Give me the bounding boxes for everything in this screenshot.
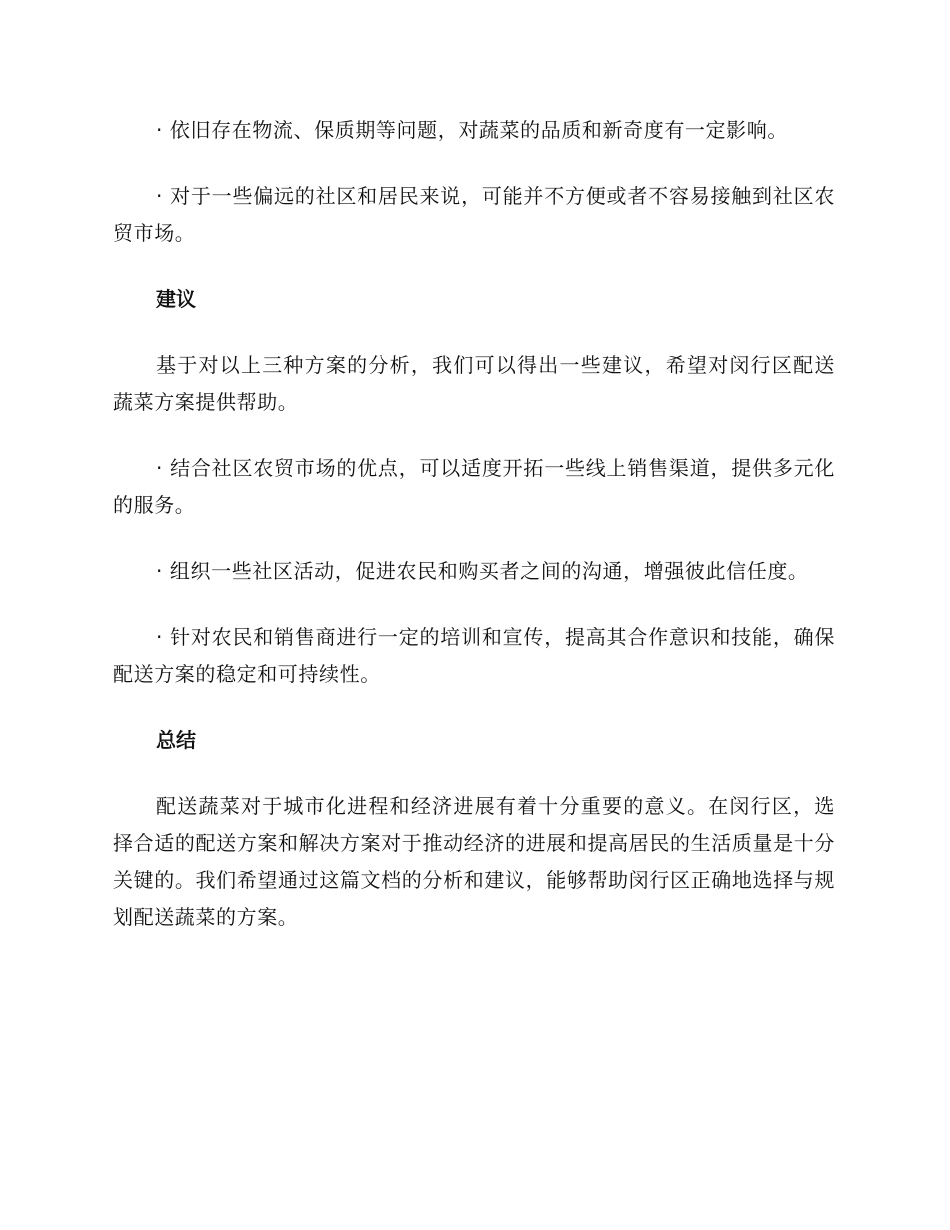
suggestions-intro: 基于对以上三种方案的分析，我们可以得出一些建议，希望对闵行区配送蔬菜方案提供帮助。 [113,353,835,414]
bullet-logistics-issue: · 依旧存在物流、保质期等问题，对蔬菜的品质和新奇度有一定影响。 [156,118,788,142]
suggestion-training: · 针对农民和销售商进行一定的培训和宣传，提高其合作意识和技能，确保配送方案的稳定和可持续性。 [113,625,835,686]
summary-text: 配送蔬菜对于城市化进程和经济进展有着十分重要的意义。在闵行区，选择合适的配送方案和解决方案对于推动经济的进展和提高居民的生活质量是十分关键的。我们希望通过这篇文档的分析和建议，能够帮助闵行区正确地选择与规划配送蔬菜的方案。 [113,794,835,929]
bullet-remote-access: · 对于一些偏远的社区和居民来说，可能并不方便或者不容易接触到社区农贸市场。 [113,184,835,245]
suggestion-community-activities: · 组织一些社区活动，促进农民和购买者之间的沟通，增强彼此信任度。 [156,559,809,583]
suggestion-online-channels: · 结合社区农贸市场的优点，可以适度开拓一些线上销售渠道，提供多元化的服务。 [113,456,835,517]
heading-summary: 总结 [156,728,196,752]
heading-suggestions: 建议 [156,287,196,311]
document-page [113,112,835,936]
